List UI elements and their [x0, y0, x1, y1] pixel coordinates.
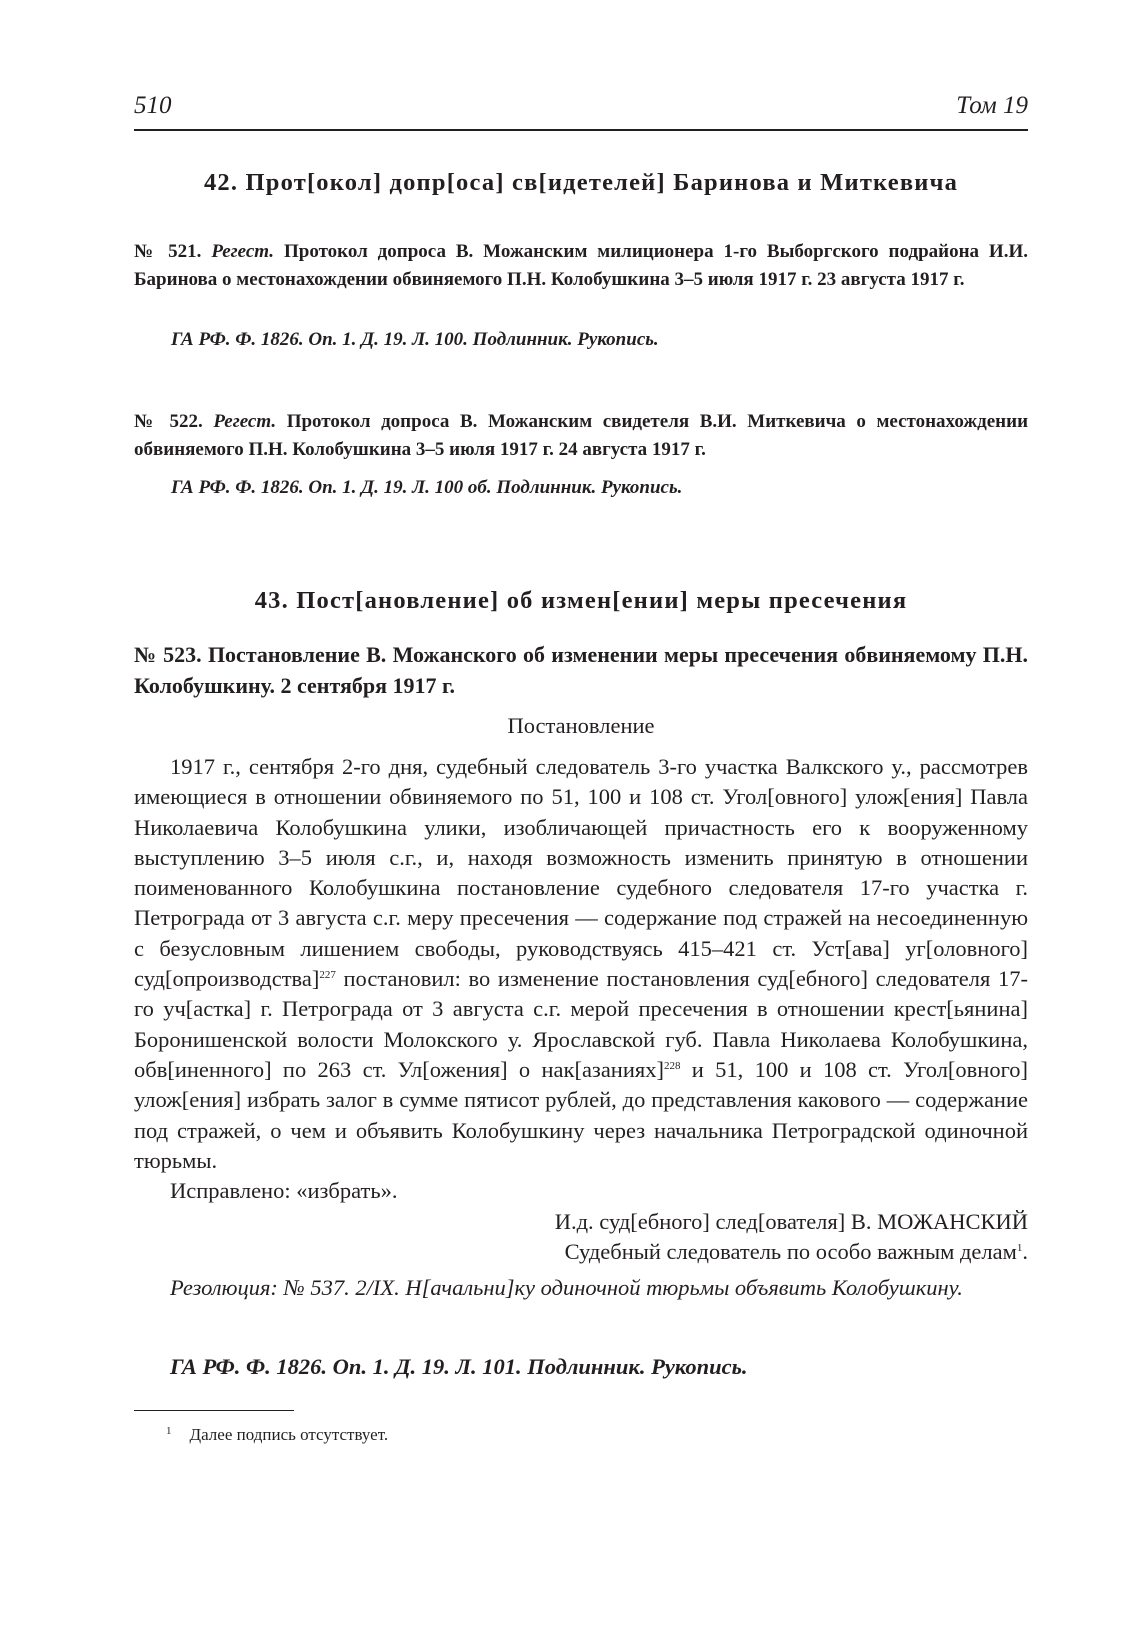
resolution: Резолюция: № 537. 2/IX. Н[ачальни]ку одиночной тюрьмы объявить Колобушкину.: [170, 1275, 963, 1300]
regest-522-label: Регест.: [213, 411, 277, 432]
signature-line-2-text: Судебный следователь по особо важным делам: [564, 1239, 1017, 1264]
source-523: ГА РФ. Ф. 1826. Оп. 1. Д. 19. Л. 101. Подлинник. Рукопись.: [170, 1354, 748, 1379]
footnote-text: Далее подпись отсутствует.: [189, 1425, 389, 1444]
body-text-part2: постановил: во изменение постановления суд[ебного] следователя 17-го уч[астка] г. Петрограда от 3 августа с.г. мерой пресечения в отношении крест[ьянина] Боронишенской волости Молокского у. Ярославской губ. Павла Николаева Колобушкина, обв[иненного] по 263 ст. Ул[ожения] о нак[азаниях]: [134, 966, 1028, 1082]
regest-522-text: Протокол допроса В. Можанским свидетеля В.И. Миткевича о местонахождении обвиняемого П.Н. Колобушкина 3–5 июля 1917 г. 24 августа 1917 г.: [134, 411, 1029, 460]
section-42-title: 42. Прот[окол] допр[оса] св[идетелей] Баринова и Миткевича: [203, 169, 959, 196]
document-heading: Постановление: [507, 713, 655, 738]
signature-line-1: И.д. суд[ебного] след[ователя] В. МОЖАНСКИЙ: [554, 1209, 1028, 1234]
document-523-title: № 523. Постановление В. Можанского об изменении меры пресечения обвиняемому П.Н. Колобушкину. 2 сентября 1917 г.: [134, 642, 1028, 698]
signature-line-2: Судебный следователь по особо важным делам$^1$.: [564, 1239, 1028, 1264]
regest-522-number: № 522.: [134, 411, 203, 432]
endnote-ref-227: 227: [319, 969, 336, 982]
footnote: [166, 1425, 388, 1445]
correction-note: Исправлено: «избрать».: [170, 1178, 398, 1203]
page-number: 510: [134, 92, 172, 119]
body-text-part3: и 51, 100 и 108 ст. Угол[овного] улож[ения] избрать залог в сумме пятисот рублей, до представления какового — содержание под стражей, о чем и объявить Колобушкину через начальника Петроградской одиночной тюрьмы.: [134, 1056, 1028, 1173]
regest-521-number: № 521.: [134, 241, 202, 262]
document-body: [134, 752, 1028, 1176]
footnote-ref-1: 1: [1016, 1242, 1023, 1254]
endnote-ref-228: 228: [663, 1059, 681, 1072]
footnote-rule: [134, 1410, 294, 1411]
body-text-part1: 1917 г., сентября 2-го дня, судебный следователь 3-го участка Валкского у., рассмотрев имеющиеся в отношении обвиняемого по 51, 100 и 108 ст. Угол[овного] улож[ения] Павла Николаевича Колобушкина улики, изобличающей причастность его к вооруженному выступлению 3–5 июля с.г., и, находя возможность изменить принятую в отношении поименованного Колобушкина постановление судебного следователя 17-го участка г. Петрограда от 3 августа с.г. меру пресечения — содержание под стражей на несоединенную с безусловным лишением свободы, руководствуясь 415–421 ст. Уст[ава] уг[оловного] суд[опроизводства]: [134, 754, 1028, 992]
header-rule: [134, 129, 1028, 131]
source-521: ГА РФ. Ф. 1826. Оп. 1. Д. 19. Л. 100. Подлинник. Рукопись.: [171, 329, 659, 350]
volume-label: Том 19: [956, 92, 1028, 119]
footnote-mark: 1: [166, 1425, 172, 1437]
regest-522: [134, 408, 1028, 464]
section-43-title: 43. Пост[ановление] об измен[ении] меры пресечения: [254, 587, 908, 614]
regest-521-label: Регест.: [211, 241, 275, 262]
source-522: ГА РФ. Ф. 1826. Оп. 1. Д. 19. Л. 100 об. Подлинник. Рукопись.: [171, 477, 683, 498]
regest-521-text: Протокол допроса В. Можанским милиционера 1-го Выборгского подрайона И.И. Баринова о местонахождении обвиняемого П.Н. Колобушкина 3–5 июля 1917 г. 23 августа 1917 г.: [134, 241, 1028, 290]
regest-521: [134, 238, 1028, 294]
